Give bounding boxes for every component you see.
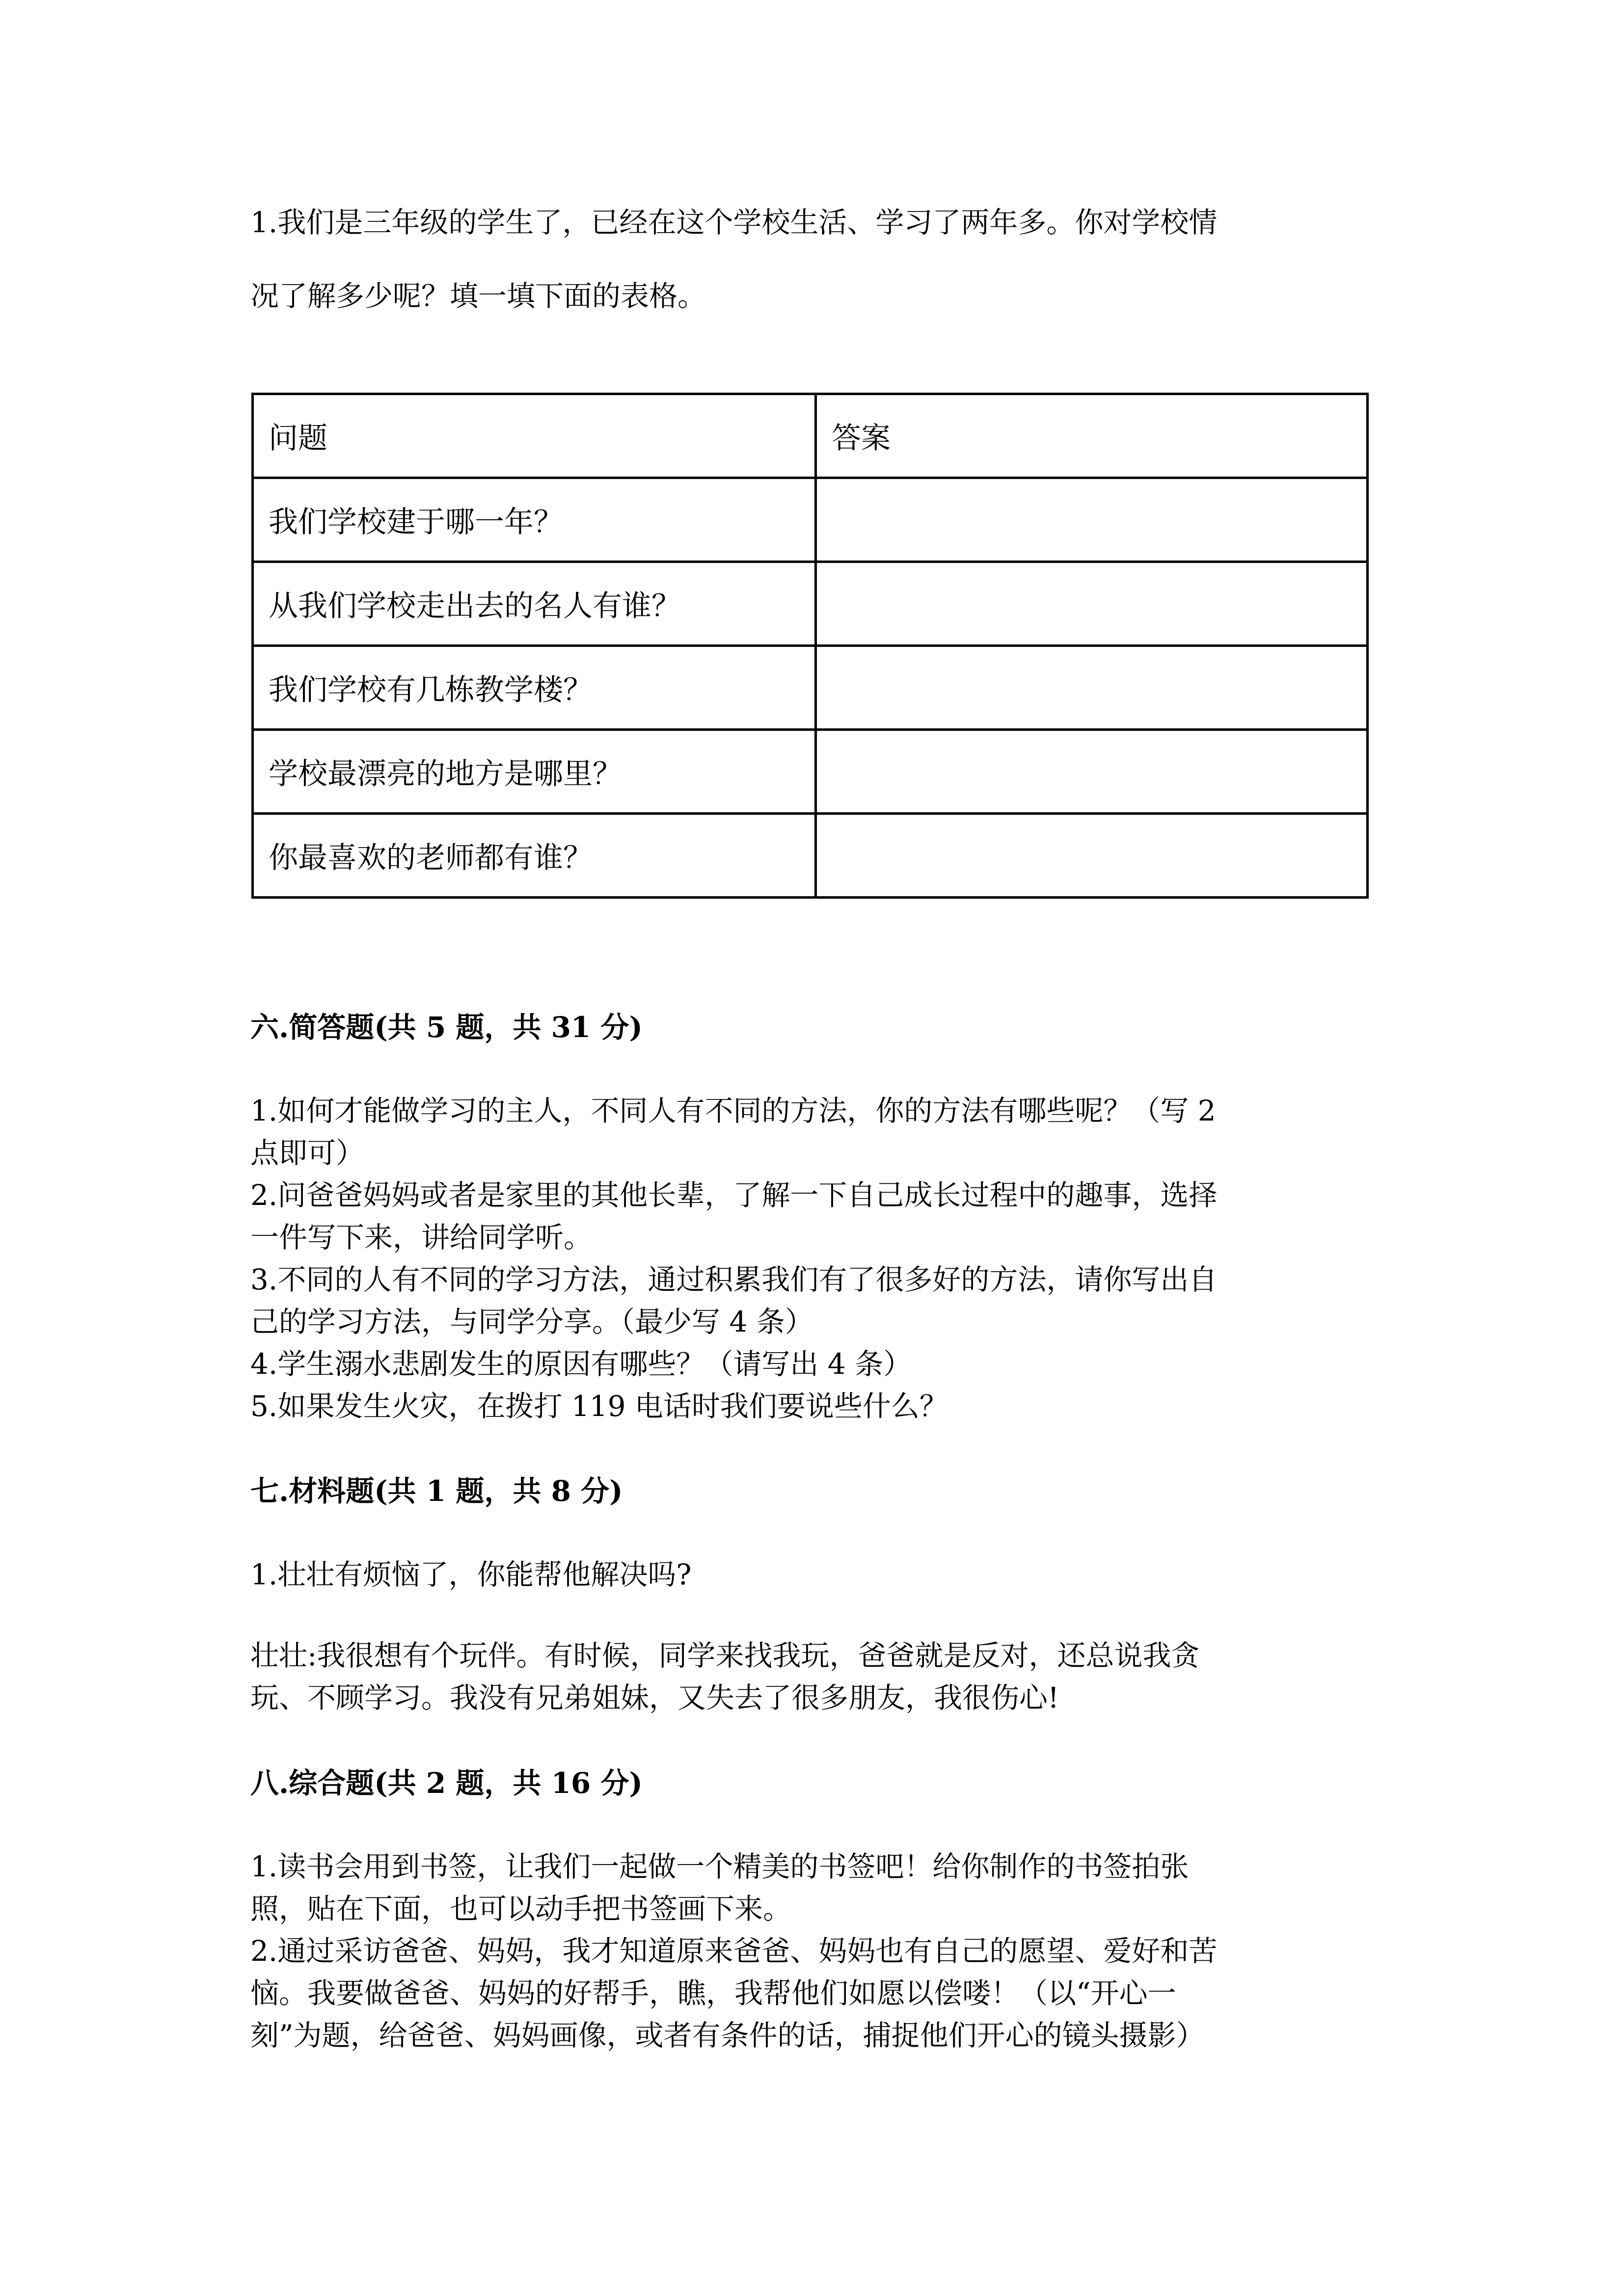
section-7-material-line-2: 玩、不顾学习。我没有兄弟姐妹，又失去了很多朋友，我很伤心! xyxy=(250,1681,1059,1714)
question-cell: 学校最漂亮的地方是哪里？ xyxy=(253,730,816,814)
table-row xyxy=(253,478,1368,562)
table-row xyxy=(253,814,1368,898)
section-7-question: 1.壮壮有烦恼了，你能帮他解决吗? xyxy=(250,1558,692,1591)
section-6-line: 己的学习方法，与同学分享。（最少写 4 条） xyxy=(250,1305,813,1338)
section-6-line: 5.如果发生火灾，在拨打 119 电话时我们要说些什么？ xyxy=(250,1389,948,1423)
table-row xyxy=(253,730,1368,814)
section-6-line: 3.不同的人有不同的学习方法，通过积累我们有了很多好的方法，请你写出自 xyxy=(250,1263,1218,1296)
answer-cell[interactable] xyxy=(816,646,1368,730)
answer-cell[interactable] xyxy=(816,814,1368,898)
header-question: 问题 xyxy=(253,394,816,478)
section-6-line: 4.学生溺水悲剧发生的原因有哪些？（请写出 4 条） xyxy=(250,1347,912,1381)
section-8-line: 2.通过采访爸爸、妈妈，我才知道原来爸爸、妈妈也有自己的愿望、爱好和苦 xyxy=(250,1934,1218,1968)
section-7-heading: 七.材料题(共 1 题，共 8 分) xyxy=(250,1474,623,1508)
section-8-line: 1.读书会用到书签，让我们一起做一个精美的书签吧！给你制作的书签拍张 xyxy=(250,1850,1189,1883)
intro-line-1: 1.我们是三年级的学生了，已经在这个学校生活、学习了两年多。你对学校情 xyxy=(250,206,1218,239)
question-cell: 你最喜欢的老师都有谁？ xyxy=(253,814,816,898)
intro-line-2: 况了解多少呢？填一填下面的表格。 xyxy=(250,279,706,313)
question-cell: 我们学校有几栋教学楼？ xyxy=(253,646,816,730)
section-7-material-line-1: 壮壮:我很想有个玩伴。有时候，同学来找我玩，爸爸就是反对，还总说我贪 xyxy=(250,1639,1200,1672)
header-answer: 答案 xyxy=(816,394,1368,478)
table-row xyxy=(253,562,1368,646)
question-cell: 从我们学校走出去的名人有谁？ xyxy=(253,562,816,646)
section-8-heading: 八.综合题(共 2 题，共 16 分) xyxy=(250,1766,643,1800)
table-row xyxy=(253,646,1368,730)
section-6-line: 2.问爸爸妈妈或者是家里的其他长辈，了解一下自己成长过程中的趣事，选择 xyxy=(250,1178,1218,1212)
section-8-line: 照，贴在下面，也可以动手把书签画下来。 xyxy=(250,1892,792,1925)
section-6-line: 1.如何才能做学习的主人，不同人有不同的方法，你的方法有哪些呢？（写 2 xyxy=(250,1094,1216,1127)
section-6-line: 一件写下来，讲给同学听。 xyxy=(250,1221,593,1254)
table-header-row xyxy=(253,394,1368,478)
answer-cell[interactable] xyxy=(816,562,1368,646)
section-6-line: 点即可） xyxy=(250,1136,365,1170)
school-info-table xyxy=(251,393,1369,899)
question-cell: 我们学校建于哪一年？ xyxy=(253,478,816,562)
section-6-heading: 六.简答题(共 5 题，共 31 分) xyxy=(250,1011,643,1044)
answer-cell[interactable] xyxy=(816,730,1368,814)
answer-cell[interactable] xyxy=(816,478,1368,562)
section-8-line: 刻”为题，给爸爸、妈妈画像，或者有条件的话，捕捉他们开心的镜头摄影） xyxy=(250,2019,1205,2052)
section-8-line: 恼。我要做爸爸、妈妈的好帮手，瞧，我帮他们如愿以偿喽！（以“开心一 xyxy=(250,1976,1176,2010)
